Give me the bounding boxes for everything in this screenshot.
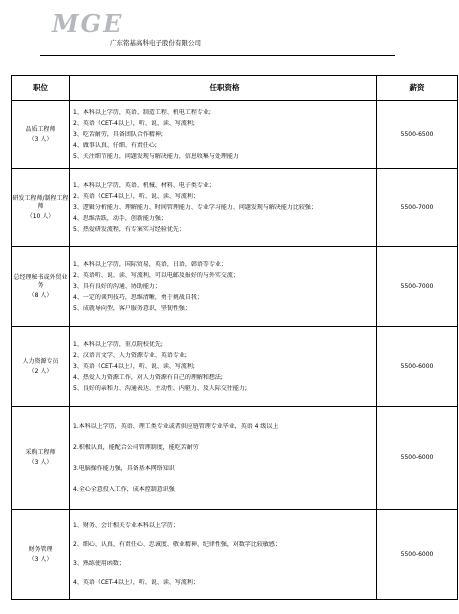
table-row — [12, 247, 458, 327]
requirement-item: 1、本科以上学历，英语、机械、材料、电子类专业； — [73, 181, 215, 189]
requirement-item: 3.电脑操作能力强，具备基本网络知识 — [73, 464, 175, 472]
company-name: 广东铭基高科电子股份有限公司 — [110, 39, 201, 47]
headcount: （3 人） — [28, 555, 53, 563]
position-cell — [12, 407, 70, 510]
requirement-item: 4.全心全意投入工作，成本控制意识强 — [73, 485, 175, 493]
company-logo: MGE — [52, 9, 124, 38]
header-salary: 薪资 — [377, 76, 458, 101]
header-position: 职位 — [12, 76, 70, 101]
table-row — [12, 407, 458, 510]
requirement-item: 4、思维活跃，动手，创新能力强； — [73, 214, 167, 222]
headcount: （8 人） — [28, 291, 53, 299]
requirement-item: 4、热爱人力资源工作，对人力资源有自己的理解和想法; — [73, 373, 223, 381]
headcount: （3 人） — [28, 135, 53, 143]
requirement-item: 3、具有良好的沟通、协助能力； — [73, 282, 161, 290]
position-title: 研发工程师/制程工程师 — [12, 194, 69, 210]
requirement-item: 5、良好的亲和力、沟通表达、主动性、内驱力、及人际交往能力; — [73, 384, 247, 392]
position-cell — [12, 101, 70, 169]
requirement-item: 2、英语（CET-4以上），听、说、读、写流利； — [73, 192, 199, 200]
position-title: 财务管理 — [28, 545, 53, 553]
salary-cell: 5500-6000 — [377, 510, 458, 600]
requirement-item: 2、英语听、说、读、写流利，可以电邮及报好的与外实交流； — [73, 271, 239, 279]
headcount: （3 人） — [28, 459, 53, 466]
position-cell — [12, 169, 70, 247]
position-cell — [12, 510, 70, 600]
requirements-cell — [70, 247, 377, 327]
table-row — [12, 327, 458, 407]
requirements-cell — [70, 327, 377, 407]
requirements-cell — [70, 407, 377, 510]
requirement-item: 1、本科以上学历，重点院校优先; — [73, 340, 163, 348]
table-row — [12, 510, 458, 600]
position-title: 人力资源专员 — [22, 357, 59, 365]
job-table — [11, 75, 458, 600]
salary-cell: 5500-6000 — [377, 407, 458, 510]
salary-cell: 5500-6000 — [377, 327, 458, 407]
requirement-item: 1、财务、会计相关专业本科以上学历； — [73, 522, 179, 529]
requirement-item: 5、关注细节能力，问题发现与解决能力，信息收集与处理能力 — [73, 152, 239, 160]
requirement-item: 3、逻辑分析能力、理解能力、时间管理能力、专业学习能力、问题发现与解决能力比较强； — [73, 203, 317, 211]
requirement-item: 4、一定的谈判技巧，思维清晰，勇于挑战自我； — [73, 293, 203, 301]
requirements-cell — [70, 510, 377, 600]
requirements-cell — [70, 101, 377, 169]
table-row — [12, 169, 458, 247]
requirement-item: 4、做事认真、仔细、有责任心; — [73, 141, 157, 149]
position-title: 总经理秘书或外贸业务 — [13, 273, 68, 289]
requirement-item: 2、英语（CET-4以上），听、说、读、写流利; — [73, 119, 195, 127]
requirement-item: 1.本科以上学历，英语、理工类专业或者供应链管理专业毕业，英语 4 级以上 — [73, 422, 279, 430]
header-divider — [40, 55, 395, 56]
position-cell — [12, 327, 70, 407]
requirements-cell — [70, 169, 377, 247]
requirement-item: 5、成就导向型，客户服务意识，坚韧性强； — [73, 304, 191, 312]
headcount: （2 人） — [28, 367, 53, 375]
salary-cell: 5500-6500 — [377, 101, 458, 169]
table-header-row — [12, 76, 458, 101]
salary-cell: 5500-7000 — [377, 169, 458, 247]
salary-cell: 5500-7000 — [377, 247, 458, 327]
table-row — [12, 101, 458, 169]
requirement-item: 4、英语（CET-4以上），听、说、读、写流利； — [73, 579, 199, 586]
requirement-item: 2、汉语言文学、人力资源专业、英语专业; — [73, 351, 187, 359]
position-title: 品质工程师 — [25, 125, 56, 133]
requirement-item: 2、细心、认真、有责任心、忠诚度、敬业精神、纪律性强，对数字比较敏感； — [73, 541, 281, 548]
job-table-body — [12, 101, 458, 600]
requirement-item: 2.积极认真，能配合公司管理制度，能吃苦耐劳 — [73, 443, 199, 451]
header-requirements: 任职资格 — [70, 76, 377, 101]
headcount: （10 人） — [26, 212, 55, 220]
position-cell — [12, 247, 70, 327]
requirement-item: 1、本科以上学历，国际贸易，英语，日语，韩语等专业； — [73, 260, 227, 268]
requirement-item: 3、英语（CET-4以上），听、说、读、写流利; — [73, 362, 195, 370]
requirement-item: 3、熟练使用函数； — [73, 560, 125, 567]
requirement-item: 3、吃苦耐劳，具备团队合作精神; — [73, 130, 163, 138]
position-title: 采购工程师 — [25, 449, 56, 456]
requirement-item: 5、热爱研发流程，有专案实习经验优先； — [73, 225, 185, 233]
requirement-item: 1、本科以上学历，英语、制造工程、机电工程专业; — [73, 108, 211, 116]
